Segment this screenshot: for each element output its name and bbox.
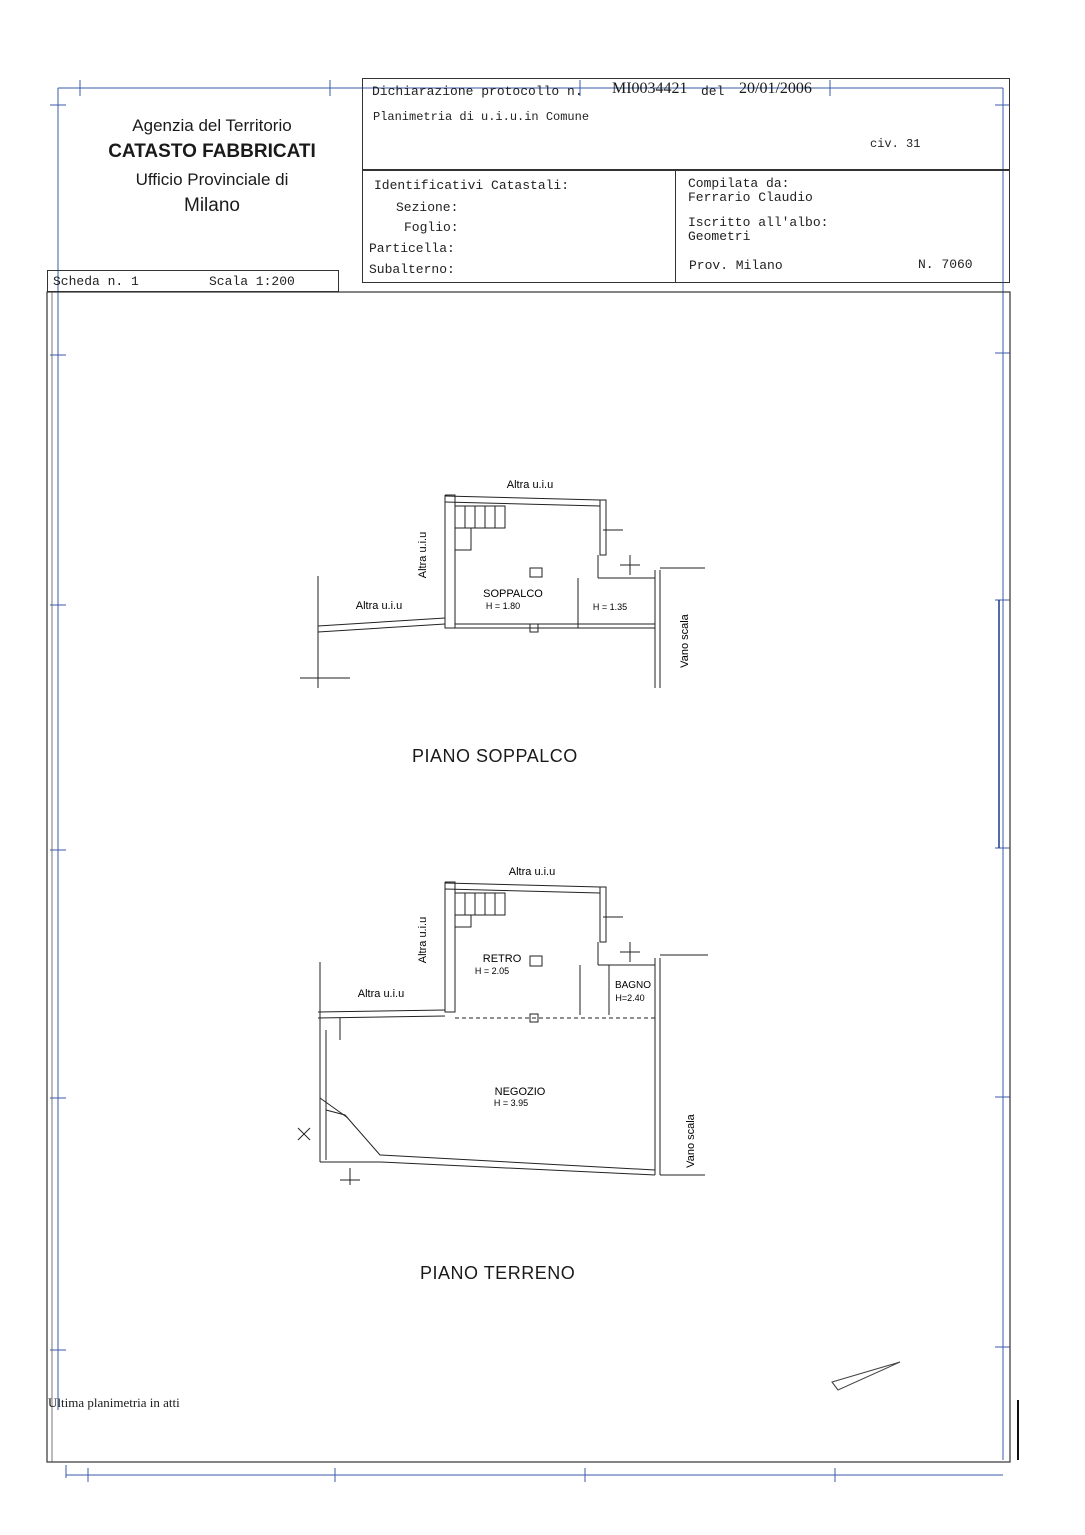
terreno-altra-top: Altra u.i.u [508,866,556,878]
albo-value: Geometri [688,229,751,244]
soppalco-vano-scala: Vano scala [679,614,691,668]
compilata-label: Compilata da: [688,176,790,191]
terreno-retro: RETRO [482,953,522,965]
iscritto-label: Iscritto all'albo: [688,215,829,230]
compilatore-name: Ferrario Claudio [688,190,813,205]
declaration-label: Dichiarazione protocollo n. [372,84,583,99]
soppalco-altra-left: Altra u.i.u [355,600,403,612]
scheda-number: Scheda n. 1 [53,274,139,289]
soppalco-altra-left-vertical: Altra u.i.u [417,531,429,579]
soppalco-room-height: H = 1.80 [485,601,521,611]
terreno-negozio-height: H = 3.95 [493,1098,529,1108]
catasto-title: CATASTO FABBRICATI [108,141,316,162]
footer-note: Ultima planimetria in atti [48,1395,180,1410]
identificativi-label: Identificativi Catastali: [374,178,570,193]
protocol-number: MI0034421 [612,80,688,97]
sezione-label: Sezione: [396,200,459,215]
terreno-bagno: BAGNO [614,980,652,991]
subalterno-label: Subalterno: [369,262,455,277]
soppalco-side-height: H = 1.35 [592,602,628,612]
soppalco-title: PIANO SOPPALCO [412,746,578,766]
ufficio-label: Ufficio Provinciale di [135,170,289,189]
soppalco-room: SOPPALCO [483,588,543,600]
terreno-vano-scala: Vano scala [685,1114,697,1168]
terreno-negozio: NEGOZIO [494,1086,546,1098]
scala: Scala 1:200 [209,274,295,289]
date-label: del [701,84,725,99]
terreno-title: PIANO TERRENO [420,1263,576,1283]
terreno-bagno-height: H=2.40 [615,993,645,1003]
registration-number: N. 7060 [918,257,973,272]
terreno-altra-left: Altra u.i.u [357,988,405,1000]
city-name: Milano [184,195,240,216]
soppalco-altra-top: Altra u.i.u [506,479,554,491]
terreno-retro-height: H = 2.05 [474,966,510,976]
terreno-altra-left-vertical: Altra u.i.u [417,916,429,964]
province: Prov. Milano [689,258,783,273]
foglio-label: Foglio: [404,220,459,235]
agency-name: Agenzia del Territorio [132,116,292,135]
civ-number: civ. 31 [870,137,921,151]
particella-label: Particella: [369,241,455,256]
planimetria-label: Planimetria di u.i.u.in Comune [373,110,590,124]
declaration-date: 20/01/2006 [739,80,812,97]
